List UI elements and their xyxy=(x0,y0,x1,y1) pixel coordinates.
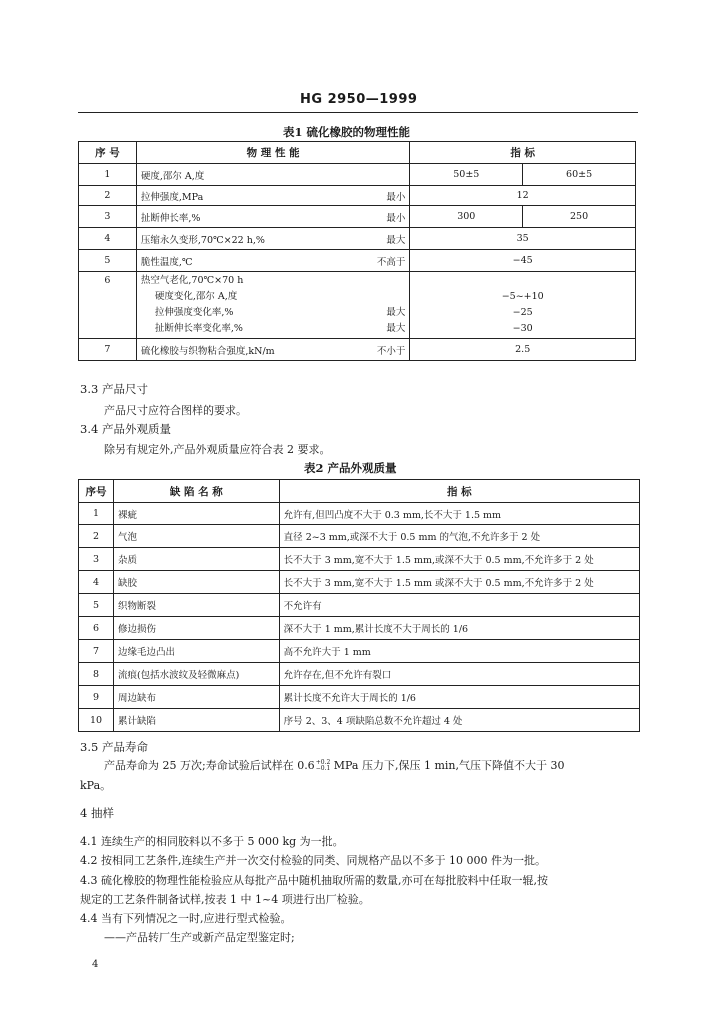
sub-value: −5~+10 xyxy=(501,291,544,302)
section-4-3-line2: 规定的工艺条件制备试样,按表 1 中 1~4 项进行出厂检验。 xyxy=(80,893,370,906)
row-value-2: 60±5 xyxy=(523,164,636,186)
table1-header-row xyxy=(79,142,636,164)
row-no: 7 xyxy=(79,339,137,361)
section-3-5-line2: kPa。 xyxy=(80,779,112,792)
table-row xyxy=(79,640,640,663)
tolerance-upper: +0.2 xyxy=(315,759,331,766)
table2-appearance-quality xyxy=(78,479,640,732)
row-property: 脆性温度,℃ xyxy=(136,250,344,272)
row-spec: 直径 2~3 mm,或深不大于 0.5 mm 的气泡,不允许多于 2 处 xyxy=(279,525,639,548)
row-spec: 深不大于 1 mm,累计长度不大于周长的 1/6 xyxy=(279,617,639,640)
sub-value: −30 xyxy=(512,323,533,334)
row-property: 拉伸强度,MPa xyxy=(136,186,344,206)
row-defect: 流痕(包括水波纹及轻微麻点) xyxy=(113,663,279,686)
pressure-tolerance xyxy=(316,760,331,772)
row-no: 6 xyxy=(79,272,137,339)
table-row xyxy=(79,709,640,732)
sub-property: 硬度变化,邵尔 A,度 xyxy=(154,291,238,302)
table-row xyxy=(79,594,640,617)
row-no: 10 xyxy=(79,709,114,732)
table1-header-index: 指 标 xyxy=(410,142,636,164)
row-defect: 气泡 xyxy=(113,525,279,548)
row-no: 4 xyxy=(79,228,137,250)
row-spec: 长不大于 3 mm,宽不大于 1.5 mm 或深不大于 0.5 mm,不允许多于 2 处 xyxy=(279,571,639,594)
table-row xyxy=(79,339,636,361)
row-spec: 高不允许大于 1 mm xyxy=(279,640,639,663)
row-limit: 不高于 xyxy=(344,250,410,272)
sub-property: 扯断伸长率变化率,% xyxy=(154,323,243,334)
row-value-1: 50±5 xyxy=(410,164,523,186)
section-3-4-heading: 3.4 产品外观质量 xyxy=(80,422,171,436)
row-limit: 最小 xyxy=(344,206,410,228)
table-row xyxy=(79,272,636,339)
table-row xyxy=(79,686,640,709)
row-spec: 累计长度不允许大于周长的 1/6 xyxy=(279,686,639,709)
row-spec: 允许存在,但不允许有裂口 xyxy=(279,663,639,686)
row-defect: 裸疵 xyxy=(113,503,279,525)
row-no: 1 xyxy=(79,503,114,525)
section-3-5-line1 xyxy=(104,757,565,773)
section-4-3-line1: 4.3 硫化橡胶的物理性能检验应从每批产品中随机抽取所需的数量,亦可在每批胶料中任取一辊,按 xyxy=(80,874,548,887)
row-spec: 允许有,但凹凸度不大于 0.3 mm,长不大于 1.5 mm xyxy=(279,503,639,525)
tolerance-lower: −0.1 xyxy=(315,765,331,772)
section-3-3-heading: 3.3 产品尺寸 xyxy=(80,382,148,396)
row-defect: 杂质 xyxy=(113,548,279,571)
row-no: 9 xyxy=(79,686,114,709)
row-limit: 最小 xyxy=(344,186,410,206)
section-3-5-heading: 3.5 产品寿命 xyxy=(80,740,148,754)
row-no: 2 xyxy=(79,525,114,548)
section-3-4-text: 除另有规定外,产品外观质量应符合表 2 要求。 xyxy=(104,443,331,456)
row-value: 2.5 xyxy=(410,339,636,361)
row-defect: 累计缺陷 xyxy=(113,709,279,732)
section-4-4-item: ——产品转厂生产或新产品定型鉴定时; xyxy=(104,931,295,944)
row-no: 4 xyxy=(79,571,114,594)
table2-header-no: 序号 xyxy=(79,480,114,503)
row-defect: 织物断裂 xyxy=(113,594,279,617)
row-spec: 长不大于 3 mm,宽不大于 1.5 mm,或深不大于 0.5 mm,不允许多于 2 处 xyxy=(279,548,639,571)
table-row xyxy=(79,617,640,640)
row-no: 8 xyxy=(79,663,114,686)
header-rule xyxy=(78,112,638,113)
row-no: 5 xyxy=(79,250,137,272)
table-row xyxy=(79,548,640,571)
row-defect: 修边损伤 xyxy=(113,617,279,640)
table-row xyxy=(79,663,640,686)
row-value: −45 xyxy=(410,250,636,272)
row-spec: 不允许有 xyxy=(279,594,639,617)
sub-limit xyxy=(348,289,405,305)
row-defect: 边缘毛边凸出 xyxy=(113,640,279,663)
row-no: 1 xyxy=(79,164,137,186)
row-value: 12 xyxy=(410,186,636,206)
row-property-group xyxy=(136,272,344,339)
row-property: 扯断伸长率,% xyxy=(136,206,344,228)
sub-value: −25 xyxy=(512,307,533,318)
table1-physical-properties xyxy=(78,141,636,361)
row-property: 硬度,邵尔 A,度 xyxy=(136,164,344,186)
row-no: 3 xyxy=(79,206,137,228)
table2-header-row xyxy=(79,480,640,503)
row-defect: 周边缺布 xyxy=(113,686,279,709)
table-row xyxy=(79,164,636,186)
row-value-group xyxy=(410,272,636,339)
section-4-2: 4.2 按相同工艺条件,连续生产并一次交付检验的同类、同规格产品以不多于 10 000 件为一批。 xyxy=(80,854,546,867)
table-row xyxy=(79,525,640,548)
row-property: 硫化橡胶与织物粘合强度,kN/m xyxy=(136,339,344,361)
row-value: 35 xyxy=(410,228,636,250)
row-defect: 缺胶 xyxy=(113,571,279,594)
table1-header-no: 序 号 xyxy=(79,142,137,164)
row-spec: 序号 2、3、4 项缺陷总数不允许超过 4 处 xyxy=(279,709,639,732)
section-4-1: 4.1 连续生产的相同胶料以不多于 5 000 kg 为一批。 xyxy=(80,835,344,848)
row-value-2: 250 xyxy=(523,206,636,228)
table-row xyxy=(79,228,636,250)
table-row xyxy=(79,186,636,206)
sub-property: 拉伸强度变化率,% xyxy=(154,307,234,318)
standard-header: HG 2950—1999 xyxy=(300,92,418,107)
section-3-5-text-pre: 产品寿命为 25 万次;寿命试验后试样在 0.6 xyxy=(104,759,315,772)
row-property: 压缩永久变形,70℃×22 h,% xyxy=(136,228,344,250)
sub-limit: 最大 xyxy=(386,323,406,334)
table2-caption: 表2 产品外观质量 xyxy=(304,461,397,475)
row-limit: 不小于 xyxy=(344,339,410,361)
table-row xyxy=(79,503,640,525)
row-property: 热空气老化,70℃×70 h xyxy=(140,275,244,286)
table1-caption: 表1 硫化橡胶的物理性能 xyxy=(283,125,411,139)
table-row xyxy=(79,250,636,272)
sub-limit: 最大 xyxy=(386,307,406,318)
row-value-1: 300 xyxy=(410,206,523,228)
table-row xyxy=(79,571,640,594)
row-limit-group xyxy=(344,272,410,339)
row-no: 3 xyxy=(79,548,114,571)
row-limit xyxy=(344,164,410,186)
row-no: 6 xyxy=(79,617,114,640)
row-no: 5 xyxy=(79,594,114,617)
row-limit: 最大 xyxy=(344,228,410,250)
table-row xyxy=(79,206,636,228)
row-no: 2 xyxy=(79,186,137,206)
section-3-5-text-post: MPa 压力下,保压 1 min,气压下降值不大于 30 xyxy=(330,759,565,772)
section-4-4: 4.4 当有下列情况之一时,应进行型式检验。 xyxy=(80,912,292,925)
table2-header-defect: 缺 陷 名 称 xyxy=(113,480,279,503)
table2-header-index: 指 标 xyxy=(279,480,639,503)
table1-header-property: 物 理 性 能 xyxy=(136,142,410,164)
section-4-heading: 4 抽样 xyxy=(80,806,114,820)
row-no: 7 xyxy=(79,640,114,663)
page-number: 4 xyxy=(92,959,99,970)
section-3-3-text: 产品尺寸应符合图样的要求。 xyxy=(104,404,247,417)
